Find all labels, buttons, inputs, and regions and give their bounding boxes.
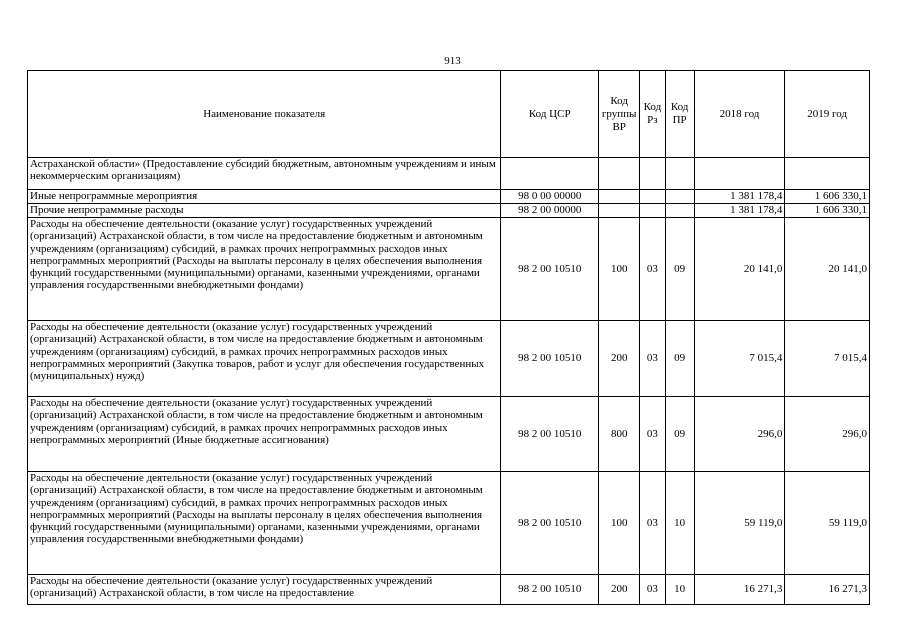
header-rz-line2: Рз: [647, 114, 658, 126]
row-rz: 03: [640, 472, 665, 575]
row-name: Расходы на обеспечение деятельности (оказание услуг) государственных учреждений (организаций) Астраханской области, в том числе на предоставление бюджетным и автономным учреждениям (организациям) субсидий, в рамках прочих непрограммных расходов иных непрограммных мероприятий (Иные бюджетные ассигнования): [28, 397, 501, 472]
row-2018: 20 141,0: [694, 218, 785, 321]
row-2018: 296,0: [694, 397, 785, 472]
header-vr: [599, 71, 640, 158]
row-csr: 98 2 00 10510: [501, 397, 599, 472]
row-csr: [501, 158, 599, 190]
row-2019: 16 271,3: [785, 575, 870, 605]
row-csr: 98 2 00 10510: [501, 575, 599, 605]
budget-table: [27, 70, 870, 605]
row-rz: 03: [640, 575, 665, 605]
row-vr: 100: [599, 218, 640, 321]
row-name: Расходы на обеспечение деятельности (оказание услуг) государственных учреждений (организаций) Астраханской области, в том числе на предоставление бюджетным и автономным учреждениям (организациям) субсидий, в рамках прочих непрограммных расходов иных непрограммных мероприятий (Закупка товаров, работ и услуг для обеспечения государственных (муниципальных) нужд): [28, 321, 501, 397]
row-vr: 100: [599, 472, 640, 575]
table-header-row: [28, 71, 870, 158]
table-row: [28, 190, 870, 204]
row-2019: 1 606 330,1: [785, 204, 870, 218]
row-2018: 59 119,0: [694, 472, 785, 575]
table-row: [28, 575, 870, 605]
row-pr: 10: [665, 472, 694, 575]
row-vr: 200: [599, 321, 640, 397]
row-rz: 03: [640, 218, 665, 321]
header-pr-line1: Код: [670, 101, 689, 113]
row-2019: 7 015,4: [785, 321, 870, 397]
row-2019: 59 119,0: [785, 472, 870, 575]
row-rz: 03: [640, 321, 665, 397]
page-number: 913: [444, 55, 461, 67]
row-2018: 1 381 178,4: [694, 204, 785, 218]
header-2019: 2019 год: [785, 71, 870, 158]
table-row: [28, 472, 870, 575]
row-name: Прочие непрограммные расходы: [28, 204, 501, 218]
row-csr: 98 2 00 00000: [501, 204, 599, 218]
table-row: [28, 158, 870, 190]
header-2018: 2018 год: [694, 71, 785, 158]
table-row: [28, 218, 870, 321]
row-2018: 16 271,3: [694, 575, 785, 605]
row-pr: 09: [665, 321, 694, 397]
row-csr: 98 2 00 10510: [501, 218, 599, 321]
row-2019: [785, 158, 870, 190]
header-rz-line1: Код: [643, 101, 662, 113]
row-csr: 98 2 00 10510: [501, 321, 599, 397]
row-vr: [599, 204, 640, 218]
row-vr: 800: [599, 397, 640, 472]
row-pr: [665, 204, 694, 218]
row-pr: 09: [665, 397, 694, 472]
row-name: Расходы на обеспечение деятельности (оказание услуг) государственных учреждений (организаций) Астраханской области, в том числе на предоставление бюджетным и автономным учреждениям (организациям) субсидий, в рамках прочих непрограммных расходов иных непрограммных мероприятий (Расходы на выплаты персоналу в целях обеспечения выполнения функций государственными (муниципальными) органами, казенными учреждениями, органами управления государственными внебюджетными фондами): [28, 472, 501, 575]
row-csr: 98 2 00 10510: [501, 472, 599, 575]
row-name: Астраханской области» (Предоставление субсидий бюджетным, автономным учреждениям и иным некоммерческим организациям): [28, 158, 501, 190]
row-2018: [694, 158, 785, 190]
row-2018: 7 015,4: [694, 321, 785, 397]
header-pr: [665, 71, 694, 158]
row-name: Расходы на обеспечение деятельности (оказание услуг) государственных учреждений (организаций) Астраханской области, в том числе на предоставление бюджетным и автономным учреждениям (организациям) субсидий, в рамках прочих непрограммных расходов иных непрограммных мероприятий (Расходы на выплаты персоналу в целях обеспечения выполнения функций государственными (муниципальными) органами, казенными учреждениями, органами управления государственными внебюджетными фондами): [28, 218, 501, 321]
table-row: [28, 321, 870, 397]
row-pr: [665, 158, 694, 190]
row-2019: 20 141,0: [785, 218, 870, 321]
header-vr-line3: ВР: [612, 120, 626, 133]
table-row: [28, 204, 870, 218]
row-rz: [640, 158, 665, 190]
row-pr: 09: [665, 218, 694, 321]
row-name: Иные непрограммные мероприятия: [28, 190, 501, 204]
row-pr: 10: [665, 575, 694, 605]
row-vr: [599, 190, 640, 204]
row-pr: [665, 190, 694, 204]
header-rz: [640, 71, 665, 158]
row-name: Расходы на обеспечение деятельности (оказание услуг) государственных учреждений (организаций) Астраханской области, в том числе на предоставление: [28, 575, 501, 605]
row-2019: 1 606 330,1: [785, 190, 870, 204]
row-rz: [640, 190, 665, 204]
row-vr: 200: [599, 575, 640, 605]
row-rz: [640, 204, 665, 218]
row-2018: 1 381 178,4: [694, 190, 785, 204]
table-row: [28, 397, 870, 472]
header-vr-line2: группы: [601, 107, 637, 120]
row-2019: 296,0: [785, 397, 870, 472]
header-csr: Код ЦСР: [501, 71, 599, 158]
row-rz: 03: [640, 397, 665, 472]
header-pr-line2: ПР: [672, 114, 687, 126]
header-name: Наименование показателя: [28, 71, 501, 158]
row-vr: [599, 158, 640, 190]
header-vr-line1: Код: [610, 94, 628, 107]
row-csr: 98 0 00 00000: [501, 190, 599, 204]
